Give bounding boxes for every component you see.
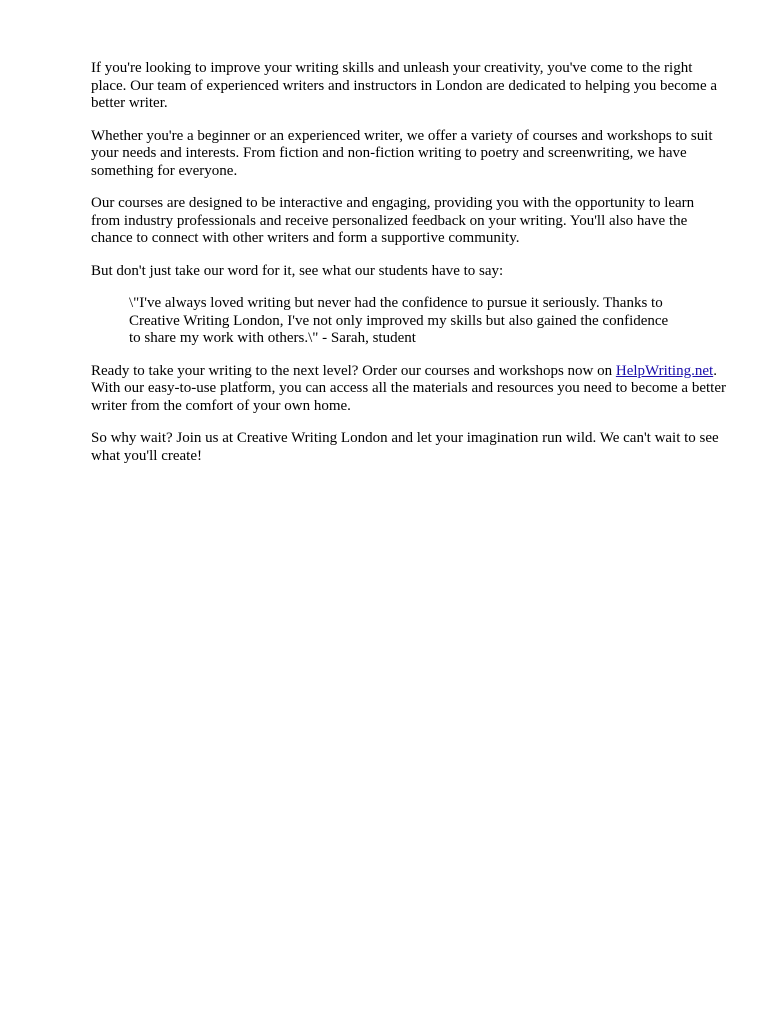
student-testimonial-quote: \"I've always loved writing but never had the confidence to pursue it seriously. Thanks to Creative Writing London, I've not only improved my skills but also gained the confidence to share my work with others.\" - Sarah, student bbox=[129, 295, 669, 346]
intro-paragraph: If you're looking to improve your writing skills and unleash your creativity, you've come to the right place. Our team of experienced writers and instructors in London are dedicated to helping you become a better writer. bbox=[91, 60, 718, 111]
order-text-before-link: Ready to take your writing to the next level? Order our courses and workshops now on bbox=[91, 362, 616, 379]
closing-paragraph: So why wait? Join us at Creative Writing London and let your imagination run wild. We can't wait to see what you'll create! bbox=[91, 430, 719, 464]
interactive-courses-paragraph: Our courses are designed to be interactive and engaging, providing you with the opportunity to learn from industry professionals and receive personalized feedback on your writing. You'll also have the chance to connect with other writers and form a supportive community. bbox=[91, 195, 695, 246]
helpwriting-link[interactable]: HelpWriting.net bbox=[615, 362, 714, 379]
courses-variety-paragraph: Whether you're a beginner or an experienced writer, we offer a variety of courses and workshops to suit your needs and interests. From fiction and non-fiction writing to poetry and screenwriting, we have something for everyone. bbox=[91, 127, 713, 179]
students-intro-paragraph: But don't just take our word for it, see what our students have to say: bbox=[91, 262, 504, 279]
document-page bbox=[91, 60, 727, 480]
order-text-after-link: . With our easy-to-use platform, you can access all the materials and resources you need to become a better writer from the comfort of your own home. bbox=[91, 362, 726, 414]
order-paragraph bbox=[91, 363, 727, 416]
